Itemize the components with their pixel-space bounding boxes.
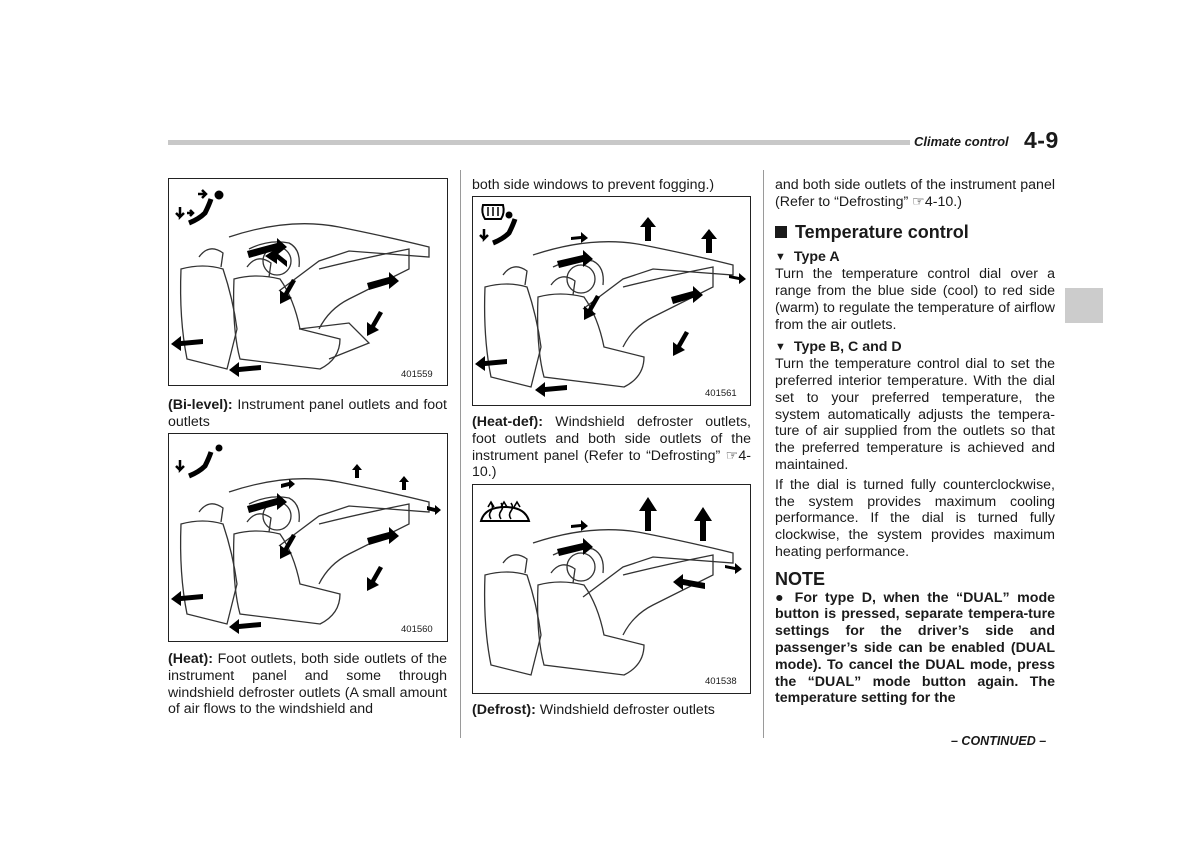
page-number: 4-9: [1024, 127, 1059, 153]
down-triangle-icon: ▼: [775, 251, 786, 264]
column-divider-2: [763, 170, 764, 738]
heat-def-mode-icon: [480, 205, 515, 243]
figure-defrost: [472, 484, 751, 694]
caption-label: (Defrost):: [472, 702, 536, 718]
heat-def-illustration: [473, 197, 750, 405]
caption-text: Foot outlets, both side outlets of the instrument panel and some through windshield defroster outlets (A small amount of air flows to the windshield and: [168, 651, 447, 718]
caption-label: (Heat-def):: [472, 414, 543, 430]
caption-text: Instrument panel outlets and foot outlets: [168, 397, 447, 430]
column-3: [775, 177, 1055, 707]
heading-type-bcd: [775, 339, 1055, 356]
bi-level-illustration: [169, 179, 447, 385]
figure-heat: [168, 433, 448, 642]
figure-number: 401559: [401, 369, 433, 380]
caption-continuation: both side windows to prevent fogging.): [472, 177, 715, 193]
note-heading: NOTE: [775, 568, 826, 589]
caption-heat: [168, 651, 447, 718]
defrost-mode-icon: [481, 502, 529, 521]
continued-paragraph: and both side outlets of the instrument panel (Refer to “Defrosting” ☞4-10.): [775, 177, 1055, 210]
caption-label: (Heat):: [168, 651, 213, 667]
figure-number: 401560: [401, 624, 433, 635]
caption-text: Windshield defroster outlets: [535, 702, 715, 718]
type-bcd-text-2: If the dial is turned fully counterclockwise, the system provides maximum cooling performance. If the dial is turned fully clockwise, the system provides maximum heating performance.: [775, 476, 1055, 560]
figure-number: 401561: [705, 388, 737, 399]
heat-illustration: [169, 434, 447, 641]
figure-number: 401538: [705, 676, 737, 687]
down-triangle-icon: ▼: [775, 341, 786, 354]
heat-mode-icon: [176, 445, 222, 476]
caption-heat-def: [472, 414, 751, 481]
figure-heat-def: [472, 196, 751, 406]
bi-level-mode-icon: [176, 190, 222, 223]
caption-defrost: [472, 702, 751, 719]
caption-bi-level: [168, 397, 447, 431]
section-square-icon: [775, 226, 787, 238]
column-divider-1: [460, 170, 461, 738]
continued-caption: [472, 177, 751, 194]
header-rule: [168, 140, 910, 145]
figure-bi-level: [168, 178, 448, 386]
section-title: Climate control: [914, 134, 1009, 149]
heading-temperature-control: [775, 221, 1055, 242]
caption-label: (Bi-level):: [168, 397, 233, 413]
heading-type-a: [775, 249, 1055, 266]
note-text: ● For type D, when the “DUAL” mode button is pressed, separate tempera-ture settings for the driver’s side and passenger’s side can be enabled (DUAL mode). To cancel the DUAL mode, press the “DUAL” mode button again. The temperature setting for the: [775, 589, 1055, 707]
type-bcd-text-1: Turn the temperature control dial to set the preferred interior temperature. With the dial set to your preferred temperature, the system automatically adjusts the tempera-ture of air supplied from the outlets so that the preferred temperature is achieved and maintained.: [775, 356, 1055, 473]
defrost-illustration: [473, 485, 750, 693]
continued-label: – CONTINUED –: [951, 734, 1047, 748]
chapter-tab: [1065, 288, 1103, 323]
subheading-text: Type B, C and D: [793, 339, 902, 356]
caption-text: Windshield defroster outlets, foot outlets and both side outlets of the instrument panel (Refer to “Defrosting” ☞4-10.): [472, 414, 751, 481]
subheading-text: Type A: [793, 249, 840, 266]
type-a-text: Turn the temperature control dial over a range from the blue side (cool) to red side (warm) to regulate the temperature of airflow from the air outlets.: [775, 266, 1055, 333]
heading-text: Temperature control: [795, 221, 969, 242]
